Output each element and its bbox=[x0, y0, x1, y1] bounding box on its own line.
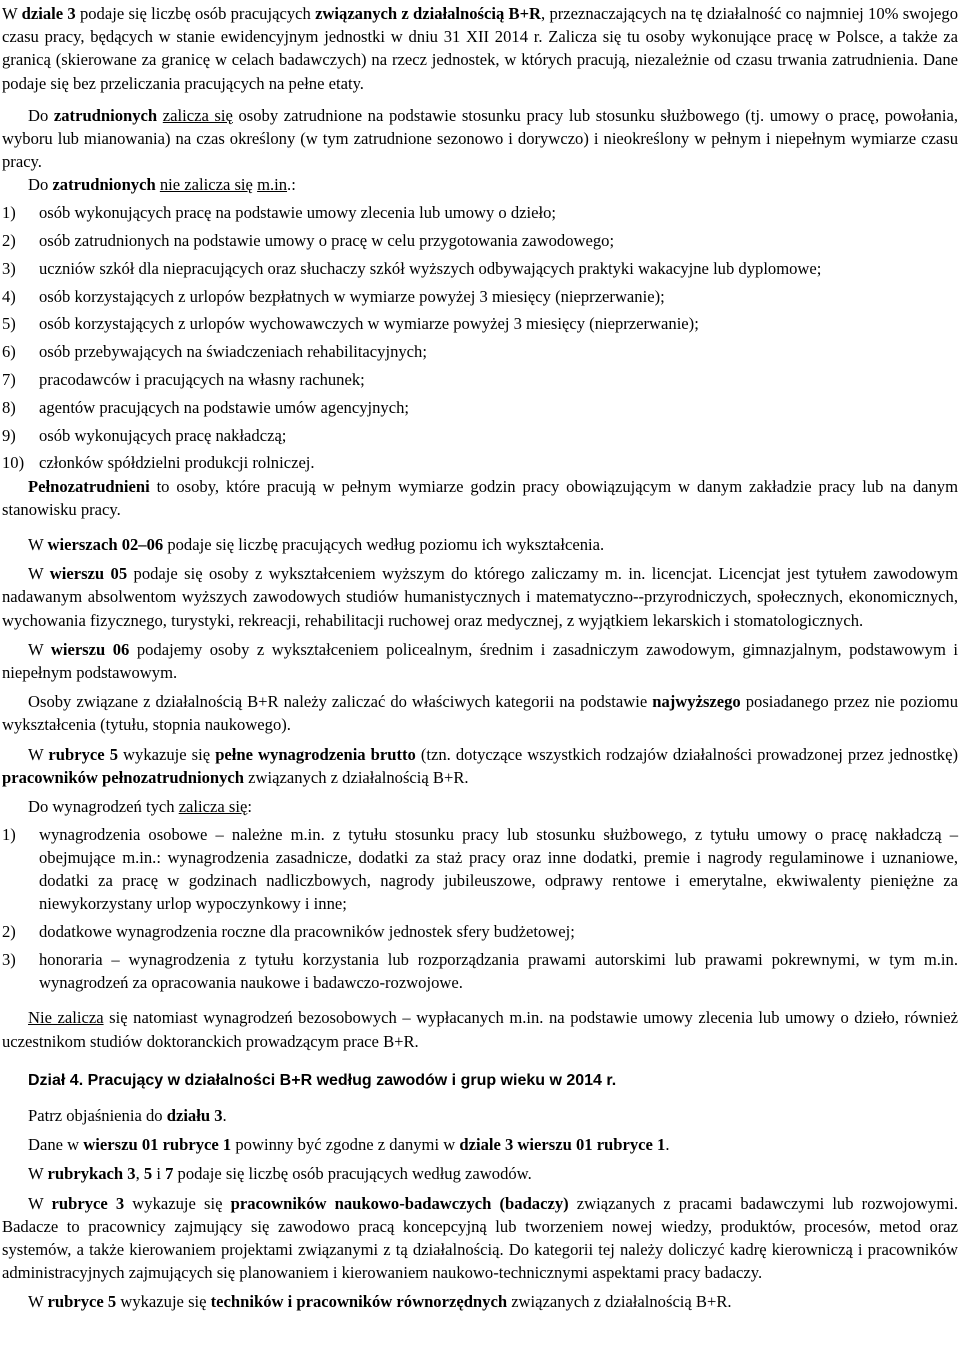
list-item: 2) osób zatrudnionych na podstawie umowy o pracę w celu przygotowania zawodowego; bbox=[2, 231, 615, 251]
paragraph-zatrudnieni-exclusions-intro: Do zatrudnionych nie zalicza się m.in.: bbox=[28, 175, 296, 195]
list-item: 10) członków spółdzielni produkcji rolniczej. bbox=[2, 453, 315, 473]
wynagrodzenia-list bbox=[2, 823, 958, 995]
paragraph-nie-zalicza: Nie zalicza się natomiast wynagrodzeń bezosobowych – wypłacanych m.in. na podstawie umowy zlecenia lub umowy o dzieło, również uczestnikom studiów doktoranckich prowadzącym prace B+R. bbox=[2, 1008, 959, 1051]
paragraph-dzial3-intro: W dziale 3 podaje się liczbę osób pracujących związanych z działalnością B+R, przeznaczających na tę działalność co najmniej 10% swojego czasu pracy, będących w stanie ewidencyjnym jednostki w dniu 31 XII 2014 r. Zalicza się tu osoby wykonujące pracę w Polsce, a także za granicą (skierowane za granicę w celach badawczych) na rzecz jednostek, w których pracują, niezależnie od czasu trwania zatrudnienia. Dane podaje się bez przeliczania pracujących na pełne etaty. bbox=[2, 4, 959, 93]
list-item: 2) dodatkowe wynagrodzenia roczne dla pracowników jednostek sfery budżetowej; bbox=[2, 922, 575, 942]
exclusions-list bbox=[2, 201, 958, 474]
paragraph-kategorie-wyksztalcenia: Osoby związane z działalnością B+R należy zaliczać do właściwych kategorii na podstawie najwyższego posiadanego przez nie poziomu wykształcenia (tytułu, stopnia naukowego). bbox=[2, 692, 958, 735]
list-item: 1) wynagrodzenia osobowe – należne m.in. z tytułu stosunku pracy lub stosunku służbowego, z tytułu umowy o pracę nakładczą – obejmujące m.in.: wynagrodzenia zasadnicze, dodatki za staż pracy oraz inne dodatki, premie i nagrody regulaminowe i uznaniowe, dodatki za pracę w godzinach nadliczbowych, nagrody jubileuszowe, odprawy rentowe i emerytalne, ekwiwalenty pieniężne za niewykorzystany urlop wypoczynkowy i inne; bbox=[2, 824, 958, 914]
paragraph-rubryka-5-technicy: W rubryce 5 wykazuje się techników i pracowników równorzędnych związanych z działalnością B+R. bbox=[28, 1292, 732, 1312]
list-item: 8) agentów pracujących na podstawie umów agencyjnych; bbox=[2, 397, 409, 417]
paragraph-wiersze-02-06: W wierszach 02–06 podaje się liczbę pracujących według poziomu ich wykształcenia. bbox=[28, 535, 605, 554]
paragraph-wiersz-05: W wierszu 05 podaje się osoby z wykształceniem wyższym do którego zaliczamy m. in. licencjat. Licencjat jest tytułem zawodowym nadawanym absolwentom wyższych zawodowych studiów humanistycznych i matematyczno--przyrodniczych, społecznych, ekonomicznych, wychowania fizycznego, turystyki, rekreacji, rehabilitacji ruchowej oraz medycznej, z wyjątkiem lekarskich i stomatologicznych. bbox=[2, 564, 958, 630]
paragraph-rubryka-5-wynagrodzenia: W rubryce 5 wykazuje się pełne wynagrodzenia brutto (tzn. dotyczące wszystkich rodzajów działalności prowadzonej przez jednostkę) pracowników pełnozatrudnionych związanych z działalnością B+R. bbox=[2, 744, 958, 787]
paragraph-wiersz-01-rubryka-1: Dane w wierszu 01 rubryce 1 powinny być zgodne z danymi w dziale 3 wierszu 01 rubryce 1. bbox=[28, 1135, 670, 1155]
paragraph-pelnozatrudnieni: Pełnozatrudnieni to osoby, które pracują w pełnym wymiarze godzin pracy obowiązującym w danym zakładzie pracy lub na danym stanowisku pracy. bbox=[2, 476, 958, 519]
paragraph-zatrudnieni-definition: Do zatrudnionych zalicza się osoby zatrudnione na podstawie stosunku pracy lub stosunku służbowego (tj. umowy o pracę, powołania, wyboru lub mianowania) na czas określony (w tym zatrudnione sezonowo i dorywczo) i nieokreślony w pełnym i niepełnym wymiarze czasu pracy. bbox=[2, 105, 958, 172]
list-item: 4) osób korzystających z urlopów bezpłatnych w wymiarze powyżej 3 miesięcy (nieprzerwanie); bbox=[2, 286, 665, 306]
list-item: 7) pracodawców i pracujących na własny rachunek; bbox=[2, 370, 365, 389]
list-item: 3) honoraria – wynagrodzenia z tytułu korzystania lub rozporządzania prawami autorskimi lub prawami pokrewnymi, w tym m.in. wynagrodzeń za opracowania naukowe i badawczo-rozwojowe. bbox=[2, 950, 958, 993]
list-item: 3) uczniów szkół dla niepracujących oraz słuchaczy szkół wyższych odbywających praktyki wakacyjne lub dyplomowe; bbox=[2, 258, 822, 278]
paragraph-rubryki-3-5-7: W rubrykach 3, 5 i 7 podaje się liczbę osób pracujących według zawodów. bbox=[28, 1164, 532, 1184]
list-item: 5) osób korzystających z urlopów wychowawczych w wymiarze powyżej 3 miesięcy (nieprzerwanie); bbox=[2, 314, 699, 334]
list-item: 1) osób wykonujących pracę na podstawie umowy zlecenia lub umowy o dzieło; bbox=[2, 203, 557, 223]
paragraph-patrz-objasnienia: Patrz objaśnienia do działu 3. bbox=[28, 1106, 227, 1126]
paragraph-rubryka-3-badacze: W rubryce 3 wykazuje się pracowników naukowo-badawczych (badaczy) związanych z pracami badawczymi lub rozwojowymi. Badacze to pracownicy zajmujący się zawodowo pracą koncepcyjną lub tworzeniem nowej wiedzy, produktów, procesów, metod oraz systemów, a także kierowaniem projektami związanymi z tą działalnością. Do kategorii tej należy doliczyć kadrę kierowniczą i pracowników administracyjnych zajmujących się planowaniem i kierowaniem naukowo-technicznymi aspektami pracy badaczy. bbox=[2, 1193, 958, 1283]
paragraph-wiersz-06: W wierszu 06 podajemy osoby z wykształceniem policealnym, średnim i zasadniczym zawodowym, gimnazjalnym, podstawowym i niepełnym podstawowym. bbox=[2, 639, 958, 683]
section-heading-dzial-4: Dział 4. Pracujący w działalności B+R według zawodów i grup wieku w 2014 r. bbox=[28, 1071, 617, 1089]
paragraph-wynagrodzenia-includes-intro: Do wynagrodzeń tych zalicza się: bbox=[28, 797, 252, 817]
list-item: 6) osób przebywających na świadczeniach rehabilitacyjnych; bbox=[2, 342, 427, 362]
list-item: 9) osób wykonujących pracę nakładczą; bbox=[2, 425, 287, 445]
